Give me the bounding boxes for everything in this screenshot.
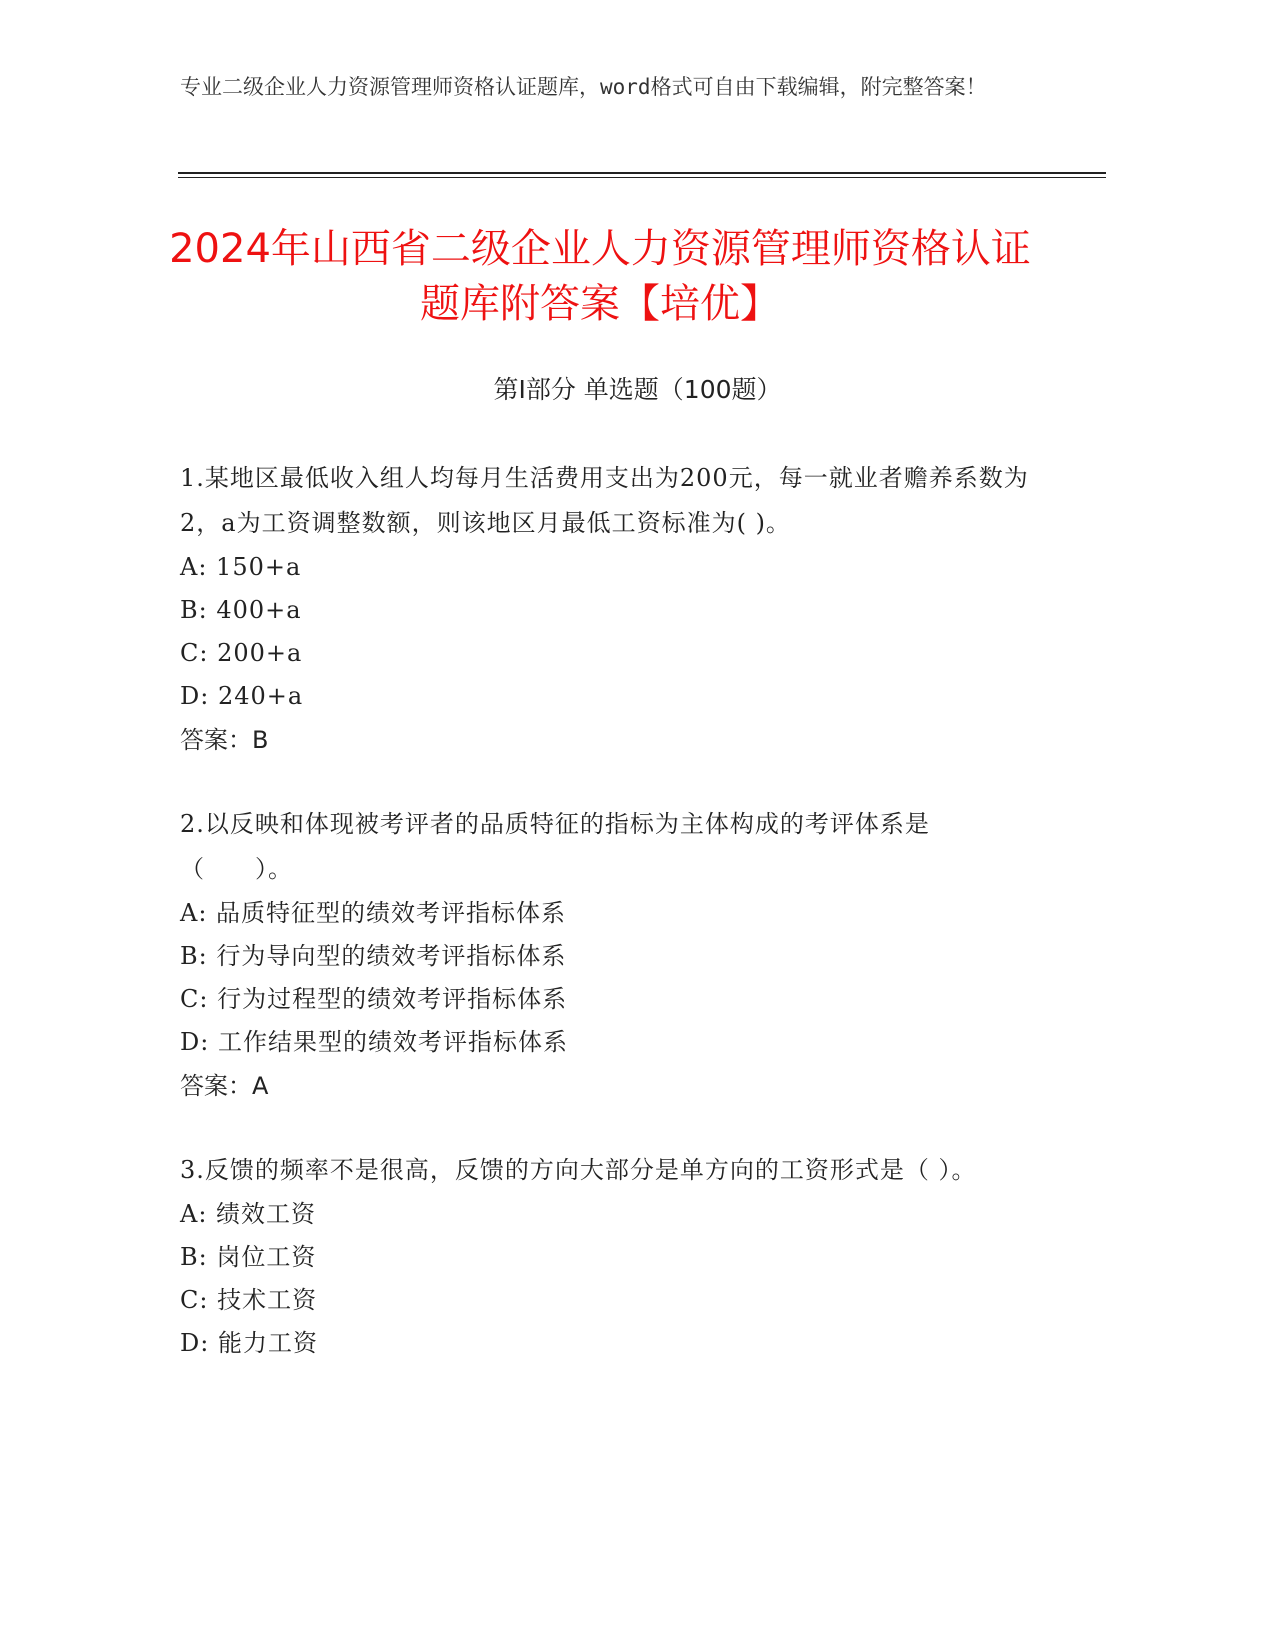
option-d: D: 工作结果型的绩效考评指标体系 (180, 1028, 568, 1056)
question-list (180, 456, 1030, 1405)
question-stem: 3.反馈的频率不是很高，反馈的方向大部分是单方向的工资形式是（ ）。 (180, 1156, 977, 1184)
question-stem: 2.以反映和体现被考评者的品质特征的指标为主体构成的考评体系是（ ）。 (180, 810, 930, 883)
question-item (180, 456, 1030, 762)
document-title: 2024年山西省二级企业人力资源管理师资格认证题库附答案【培优】 (169, 226, 1031, 327)
question-answer: 答案：B (180, 726, 269, 754)
header-note: 专业二级企业人力资源管理师资格认证题库，word格式可自由下载编辑，附完整答案！ (180, 75, 987, 99)
option-a: A: 品质特征型的绩效考评指标体系 (180, 899, 567, 927)
question-answer: 答案：A (180, 1072, 269, 1100)
question-stem: 1.某地区最低收入组人均每月生活费用支出为200元，每一就业者赡养系数为2，a为工资调整数额，则该地区月最低工资标准为( )。 (180, 464, 1029, 537)
option-c: C: 行为过程型的绩效考评指标体系 (180, 985, 568, 1013)
option-d: D: 能力工资 (180, 1329, 318, 1357)
option-d: D: 240+a (180, 682, 304, 710)
question-item (180, 1148, 1030, 1365)
option-c: C: 技术工资 (180, 1286, 318, 1314)
section-title: 第I部分 单选题（100题） (493, 375, 782, 404)
option-b: B: 岗位工资 (180, 1243, 317, 1271)
header-divider-thin (178, 177, 1106, 178)
question-item (180, 802, 1030, 1108)
option-a: A: 150+a (180, 553, 302, 581)
header-divider-thick (178, 172, 1106, 174)
option-a: A: 绩效工资 (180, 1200, 317, 1228)
option-c: C: 200+a (180, 639, 303, 667)
option-b: B: 400+a (180, 596, 302, 624)
option-b: B: 行为导向型的绩效考评指标体系 (180, 942, 567, 970)
